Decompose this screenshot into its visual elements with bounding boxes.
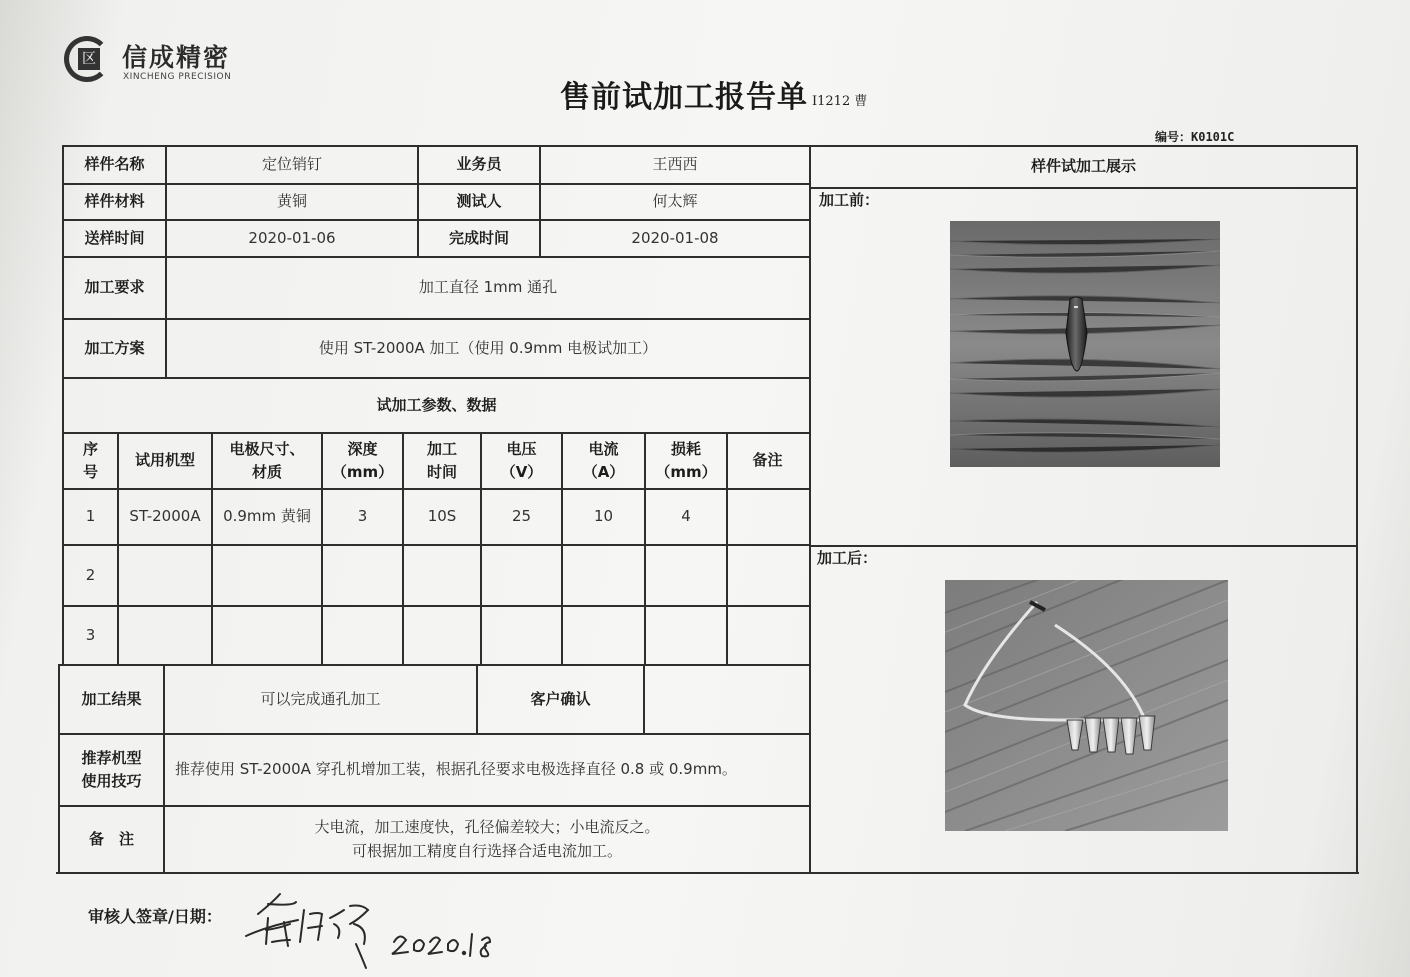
company-name-en: XINCHENG PRECISION xyxy=(123,72,232,82)
tester-value: 何太辉 xyxy=(652,192,698,211)
requirement-label: 加工要求 xyxy=(84,278,145,297)
params-header-depth: 深度 （mm） xyxy=(331,439,394,481)
tester-label: 测试人 xyxy=(456,192,502,211)
params-row-1-note xyxy=(728,490,807,544)
params-row-1-depth: 3 xyxy=(357,507,368,526)
handwritten-signature xyxy=(238,884,508,970)
params-row-2-time xyxy=(404,546,480,605)
params-row-3-seq: 3 xyxy=(85,625,96,644)
signature-label: 审核人签章/日期： xyxy=(88,907,222,926)
params-row-1-current: 10 xyxy=(593,507,614,526)
handwritten-date xyxy=(392,934,490,956)
plan-label: 加工方案 xyxy=(84,338,145,357)
recommend-value: 推荐使用 ST-2000A 穿孔机增加工装，根据孔径要求电极选择直径 0.8 或 0.9mm。 xyxy=(175,760,737,779)
remark-label: 备 注 xyxy=(88,829,134,848)
send-time-label: 送样时间 xyxy=(84,228,145,247)
params-header-wear: 损耗 （mm） xyxy=(655,439,717,481)
params-row-2-electrode xyxy=(213,546,321,605)
params-header-seq: 序 号 xyxy=(82,439,98,481)
customer-confirm-value xyxy=(645,666,809,733)
params-row-2-voltage xyxy=(482,546,561,605)
params-row-2-wear xyxy=(646,546,726,605)
salesperson-label: 业务员 xyxy=(456,155,502,174)
company-name-cn: 信成精密 xyxy=(122,43,231,72)
before-label: 加工前： xyxy=(819,191,880,210)
params-row-3-depth xyxy=(323,607,402,664)
params-row-1-electrode: 0.9mm 黄铜 xyxy=(223,507,311,526)
params-header-electrode: 电极尺寸、 材质 xyxy=(229,439,305,481)
form-number: 编号：K0101C xyxy=(1155,130,1235,144)
company-logo xyxy=(64,36,264,96)
recommend-label: 推荐机型 使用技巧 xyxy=(81,748,142,790)
params-row-3-wear xyxy=(646,607,726,664)
result-label: 加工结果 xyxy=(81,689,142,708)
params-row-1-time: 10S xyxy=(427,507,457,526)
params-row-2-note xyxy=(728,546,807,605)
params-section-title: 试加工参数、数据 xyxy=(376,395,497,414)
params-row-1-seq: 1 xyxy=(85,507,96,526)
params-row-3-model xyxy=(119,607,211,664)
sample-name-label: 样件名称 xyxy=(84,155,145,174)
finish-time-value: 2020-01-08 xyxy=(631,228,719,247)
params-row-3-current xyxy=(563,607,644,664)
showcase-title: 样件试加工展示 xyxy=(1030,157,1136,176)
params-header-model: 试用机型 xyxy=(134,451,195,470)
params-header-time: 加工 时间 xyxy=(426,439,457,481)
params-row-1-wear: 4 xyxy=(681,507,691,526)
params-row-3-time xyxy=(404,607,480,664)
material-value: 黄铜 xyxy=(276,192,307,211)
document-title: 售前试加工报告单 xyxy=(560,80,808,115)
result-value: 可以完成通孔加工 xyxy=(260,689,381,708)
params-header-current: 电流 （A） xyxy=(582,439,625,481)
params-row-3-electrode xyxy=(213,607,321,664)
remark-value: 大电流，加工速度快，孔径偏差较大；小电流反之。 可根据加工精度自行选择合适电流加工。 xyxy=(314,818,660,860)
params-row-2-depth xyxy=(323,546,402,605)
params-row-3-note xyxy=(728,607,807,664)
material-label: 样件材料 xyxy=(84,192,145,211)
params-row-1-model: ST-2000A xyxy=(129,507,201,526)
before-photo xyxy=(950,221,1220,467)
after-photo xyxy=(945,580,1228,831)
params-row-1-voltage: 25 xyxy=(511,507,532,526)
finish-time-label: 完成时间 xyxy=(448,228,509,247)
after-label: 加工后： xyxy=(817,549,878,568)
requirement-value: 加工直径 1mm 通孔 xyxy=(418,278,558,297)
params-header-voltage: 电压 （V） xyxy=(500,439,543,481)
params-row-2-seq: 2 xyxy=(85,565,96,584)
params-row-2-model xyxy=(119,546,211,605)
params-header-note: 备注 xyxy=(752,451,783,470)
customer-confirm-label: 客户确认 xyxy=(530,689,591,708)
send-time-value: 2020-01-06 xyxy=(248,228,336,247)
logo-glyph: 区 xyxy=(78,48,100,70)
salesperson-value: 王西西 xyxy=(652,155,698,174)
params-row-2-current xyxy=(563,546,644,605)
sample-name-value: 定位销钉 xyxy=(261,155,322,174)
document-code: I1212 曹 xyxy=(812,94,868,109)
plan-value: 使用 ST-2000A 加工（使用 0.9mm 电极试加工） xyxy=(318,338,658,357)
params-row-3-voltage xyxy=(482,607,561,664)
